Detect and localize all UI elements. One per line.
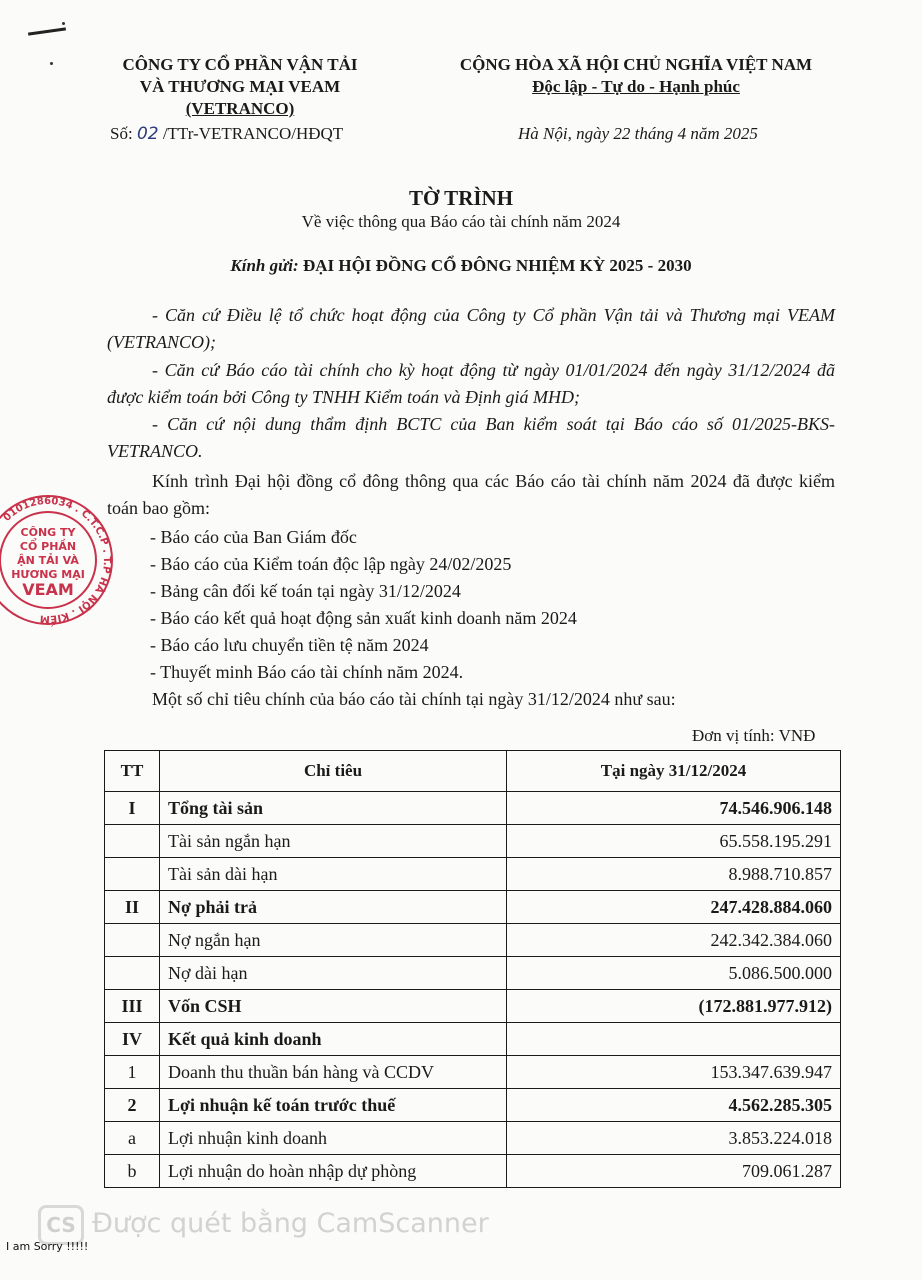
row-tt: 2 bbox=[105, 1089, 160, 1122]
row-tt bbox=[105, 924, 160, 957]
list-item: - Bảng cân đối kế toán tại ngày 31/12/2024 bbox=[150, 581, 461, 601]
pen-dot bbox=[62, 22, 65, 25]
row-item: Lợi nhuận kinh doanh bbox=[160, 1122, 507, 1155]
national-header bbox=[430, 54, 842, 98]
financial-table bbox=[104, 750, 841, 1188]
table-row bbox=[105, 1056, 841, 1089]
header-item: Chỉ tiêu bbox=[160, 751, 507, 792]
row-item: Lợi nhuận kế toán trước thuế bbox=[160, 1089, 507, 1122]
stamp-line: VEAM bbox=[22, 580, 74, 599]
document-subtitle: Về việc thông qua Báo cáo tài chính năm 2024 bbox=[301, 212, 621, 231]
table-row bbox=[105, 792, 841, 825]
row-item: Vốn CSH bbox=[160, 990, 507, 1023]
doc-number-suffix: /TTr-VETRANCO/HĐQT bbox=[158, 124, 344, 143]
document-number bbox=[110, 124, 343, 144]
company-header bbox=[100, 54, 380, 120]
header-tt: TT bbox=[105, 751, 160, 792]
row-value: 74.546.906.148 bbox=[507, 792, 841, 825]
row-tt: 1 bbox=[105, 1056, 160, 1089]
row-value: (172.881.977.912) bbox=[507, 990, 841, 1023]
row-item: Tài sản dài hạn bbox=[160, 858, 507, 891]
list-item: - Báo cáo kết quả hoạt động sản xuất kinh doanh năm 2024 bbox=[150, 608, 577, 628]
row-value bbox=[507, 1023, 841, 1056]
row-item: Nợ phải trả bbox=[160, 891, 507, 924]
row-value: 5.086.500.000 bbox=[507, 957, 841, 990]
footer-note: I am Sorry !!!!! bbox=[6, 1240, 89, 1253]
row-item: Nợ ngắn hạn bbox=[160, 924, 507, 957]
row-value: 242.342.384.060 bbox=[507, 924, 841, 957]
recipient-value: ĐẠI HỘI ĐỒNG CỔ ĐÔNG NHIỆM KỲ 2025 - 2030 bbox=[298, 256, 692, 275]
request-paragraph: Kính trình Đại hội đồng cổ đông thông qua các Báo cáo tài chính năm 2024 đã được kiểm toán bao gồm: bbox=[107, 471, 835, 518]
row-tt: IV bbox=[105, 1023, 160, 1056]
legal-basis-paragraph: - Căn cứ Điều lệ tổ chức hoạt động của Công ty Cổ phần Vận tải và Thương mại VEAM (VETRANCO); bbox=[107, 305, 835, 352]
doc-number-handwritten: 02 bbox=[136, 124, 159, 144]
row-value: 709.061.287 bbox=[507, 1155, 841, 1188]
row-value: 3.853.224.018 bbox=[507, 1122, 841, 1155]
row-tt: b bbox=[105, 1155, 160, 1188]
row-tt: II bbox=[105, 891, 160, 924]
stamp-ring-text: 0101286034 . C.T.C.P . T.P HÀ NỘI . KIẾM bbox=[1, 495, 113, 625]
row-tt: a bbox=[105, 1122, 160, 1155]
header-value: Tại ngày 31/12/2024 bbox=[507, 751, 841, 792]
table-row bbox=[105, 957, 841, 990]
table-row bbox=[105, 1122, 841, 1155]
row-tt bbox=[105, 957, 160, 990]
company-stamp bbox=[0, 490, 118, 630]
row-tt: III bbox=[105, 990, 160, 1023]
document-title: TỜ TRÌNH bbox=[408, 186, 514, 210]
stamp-line: CỔ PHẦN bbox=[19, 540, 77, 553]
row-value: 8.988.710.857 bbox=[507, 858, 841, 891]
table-row bbox=[105, 990, 841, 1023]
company-line: CÔNG TY CỔ PHẦN VẬN TẢI bbox=[122, 55, 358, 74]
recipient-line bbox=[0, 256, 922, 276]
recipient-label: Kính gửi: bbox=[230, 256, 299, 275]
list-item: - Báo cáo lưu chuyển tiền tệ năm 2024 bbox=[150, 635, 429, 655]
stamp-line: CÔNG TY bbox=[20, 526, 76, 539]
table-header-row bbox=[105, 751, 841, 792]
stamp-line: ẬN TẢI VÀ bbox=[17, 554, 79, 567]
legal-basis-paragraph: - Căn cứ Báo cáo tài chính cho kỳ hoạt động từ ngày 01/01/2024 đến ngày 31/12/2024 đã được kiểm toán bởi Công ty TNHH Kiểm toán và Định giá MHD; bbox=[107, 360, 835, 407]
list-item: - Thuyết minh Báo cáo tài chính năm 2024. bbox=[150, 662, 464, 682]
row-item: Doanh thu thuần bán hàng và CCDV bbox=[160, 1056, 507, 1089]
row-value: 4.562.285.305 bbox=[507, 1089, 841, 1122]
row-item: Nợ dài hạn bbox=[160, 957, 507, 990]
list-item: - Báo cáo của Ban Giám đốc bbox=[150, 527, 357, 547]
table-row bbox=[105, 891, 841, 924]
pen-mark bbox=[28, 27, 66, 35]
camscanner-logo: CS bbox=[38, 1205, 84, 1245]
row-item: Lợi nhuận do hoàn nhập dự phòng bbox=[160, 1155, 507, 1188]
summary-line: Một số chỉ tiêu chính của báo cáo tài chính tại ngày 31/12/2024 như sau: bbox=[152, 689, 676, 709]
row-item: Tổng tài sản bbox=[160, 792, 507, 825]
row-value: 153.347.639.947 bbox=[507, 1056, 841, 1089]
legal-basis-paragraph: - Căn cứ nội dung thẩm định BCTC của Ban kiểm soát tại Báo cáo số 01/2025-BKS-VETRANCO. bbox=[107, 414, 835, 461]
camscanner-watermark: Được quét bằng CamScanner bbox=[92, 1208, 489, 1239]
row-tt bbox=[105, 858, 160, 891]
row-value: 247.428.884.060 bbox=[507, 891, 841, 924]
row-value: 65.558.195.291 bbox=[507, 825, 841, 858]
row-item: Kết quả kinh doanh bbox=[160, 1023, 507, 1056]
row-item: Tài sản ngắn hạn bbox=[160, 825, 507, 858]
table-row bbox=[105, 825, 841, 858]
currency-unit: Đơn vị tính: VNĐ bbox=[692, 726, 816, 745]
country-motto: Độc lập - Tự do - Hạnh phúc bbox=[532, 77, 740, 96]
document-date: Hà Nội, ngày 22 tháng 4 năm 2025 bbox=[518, 124, 758, 143]
list-item: - Báo cáo của Kiểm toán độc lập ngày 24/02/2025 bbox=[150, 554, 512, 574]
company-line: (VETRANCO) bbox=[185, 99, 295, 118]
table-row bbox=[105, 1155, 841, 1188]
row-tt: I bbox=[105, 792, 160, 825]
table-row bbox=[105, 1023, 841, 1056]
pen-dot bbox=[50, 62, 53, 65]
country-name: CỘNG HÒA XÃ HỘI CHỦ NGHĨA VIỆT NAM bbox=[459, 55, 813, 74]
table-row bbox=[105, 1089, 841, 1122]
company-line: VÀ THƯƠNG MẠI VEAM bbox=[139, 77, 341, 96]
table-row bbox=[105, 924, 841, 957]
table-row bbox=[105, 858, 841, 891]
row-tt bbox=[105, 825, 160, 858]
stamp-line: HƯƠNG MẠI bbox=[11, 568, 85, 581]
doc-number-label: Số: bbox=[110, 124, 137, 143]
